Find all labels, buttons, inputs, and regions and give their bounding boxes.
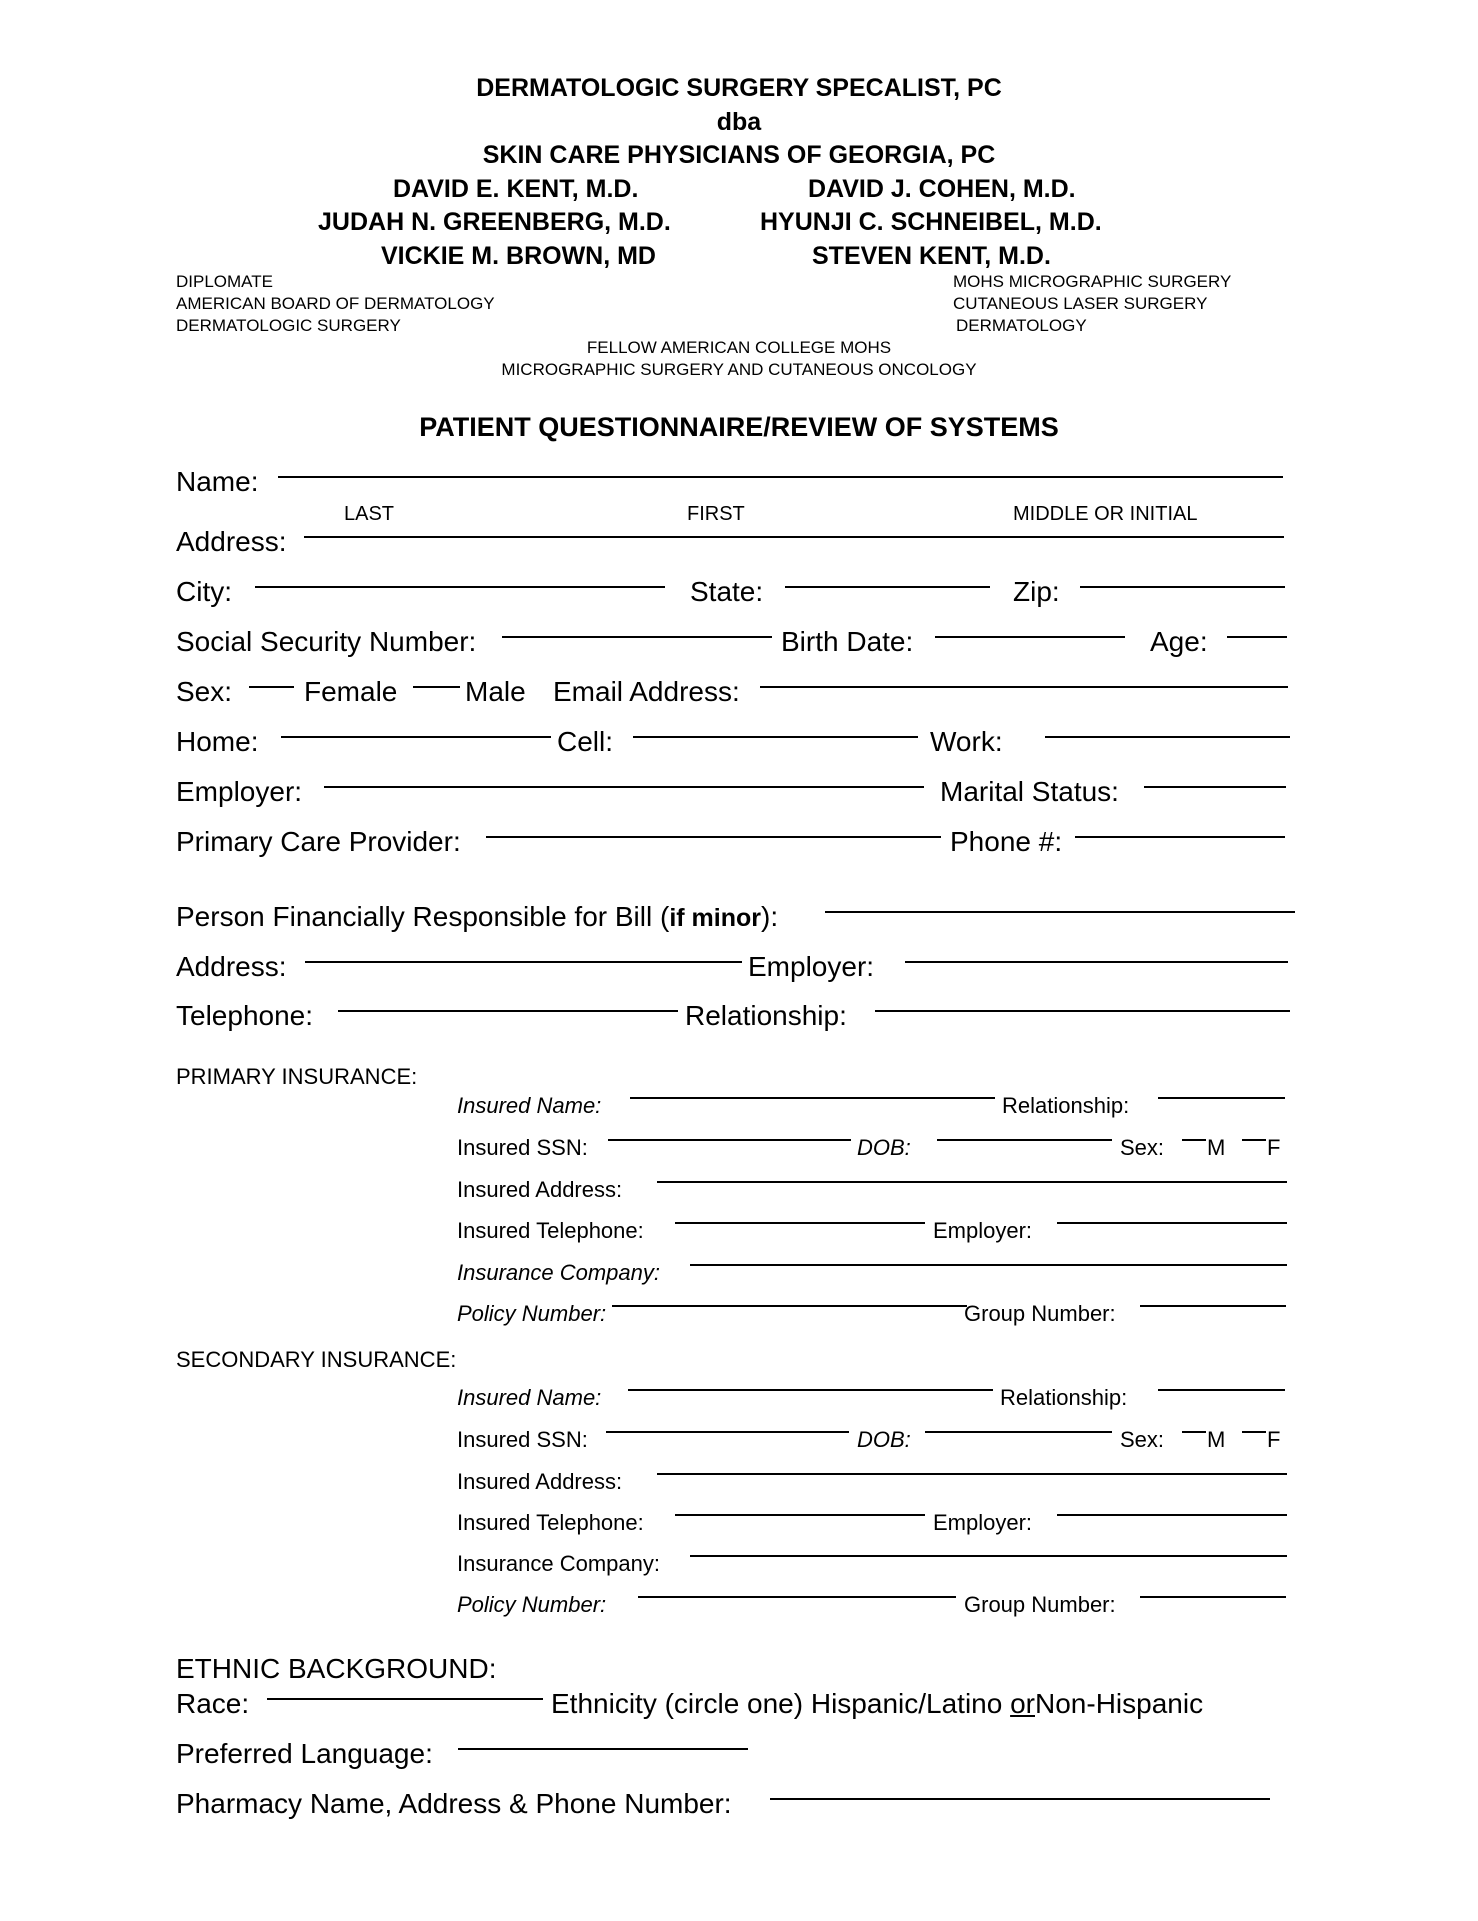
responsible-relationship-label: Relationship:	[685, 1000, 847, 1031]
primary-dob-field[interactable]	[937, 1139, 1112, 1141]
primary-address-label: Insured Address:	[457, 1177, 623, 1202]
zip-field[interactable]	[1080, 586, 1285, 588]
pharmacy-field[interactable]	[770, 1798, 1270, 1800]
work-phone-field[interactable]	[1045, 736, 1290, 738]
male-label: Male	[465, 676, 526, 707]
secondary-ssn-label: Insured SSN:	[457, 1427, 588, 1452]
primary-sex-f-label: F	[1267, 1135, 1281, 1160]
secondary-ssn-field[interactable]	[606, 1431, 849, 1433]
birth-date-label: Birth Date:	[781, 626, 914, 657]
secondary-relationship-label: Relationship:	[1000, 1385, 1128, 1410]
race-label: Race:	[176, 1688, 250, 1719]
ethnicity-non-hispanic-option[interactable]: Non-Hispanic	[1035, 1688, 1204, 1719]
responsible-address-field[interactable]	[305, 961, 742, 963]
secondary-company-field[interactable]	[690, 1555, 1287, 1557]
doctor-name: JUDAH N. GREENBERG, M.D.	[318, 208, 671, 236]
secondary-dob-label: DOB:	[857, 1427, 911, 1452]
ethnicity-or: or	[1010, 1688, 1035, 1719]
secondary-employer-field[interactable]	[1057, 1514, 1287, 1516]
cell-phone-field[interactable]	[633, 736, 918, 738]
marital-status-field[interactable]	[1144, 786, 1286, 788]
ethnicity-prompt	[551, 1688, 1203, 1720]
secondary-insured-name-field[interactable]	[628, 1389, 993, 1391]
primary-group-label: Group Number:	[964, 1301, 1116, 1326]
employer-label: Employer:	[176, 776, 303, 807]
primary-dob-label: DOB:	[857, 1135, 911, 1160]
fellow-line: MICROGRAPHIC SURGERY AND CUTANEOUS ONCOLOGY	[501, 360, 977, 379]
primary-relationship-label: Relationship:	[1002, 1093, 1130, 1118]
zip-label: Zip:	[1013, 576, 1060, 607]
home-phone-label: Home:	[176, 726, 259, 757]
sex-female-blank[interactable]	[249, 686, 294, 688]
secondary-relationship-field[interactable]	[1158, 1389, 1285, 1391]
address-field[interactable]	[304, 536, 1284, 538]
name-label: Name:	[176, 466, 259, 497]
race-field[interactable]	[267, 1698, 543, 1700]
secondary-employer-label: Employer:	[933, 1510, 1033, 1535]
ethnic-background-heading: ETHNIC BACKGROUND:	[176, 1653, 497, 1684]
work-phone-label: Work:	[930, 726, 1003, 757]
pcp-phone-field[interactable]	[1075, 836, 1285, 838]
email-label: Email Address:	[553, 676, 740, 707]
primary-company-field[interactable]	[690, 1264, 1287, 1266]
cell-phone-label: Cell:	[557, 726, 614, 757]
doctor-name: HYUNJI C. SCHNEIBEL, M.D.	[760, 208, 1102, 236]
primary-telephone-field[interactable]	[675, 1222, 925, 1224]
responsible-employer-field[interactable]	[905, 961, 1288, 963]
employer-field[interactable]	[324, 786, 924, 788]
marital-status-label: Marital Status:	[940, 776, 1119, 807]
name-sublabel-first: FIRST	[687, 503, 745, 525]
responsible-label-text: Person Financially Responsible for Bill (	[176, 901, 670, 932]
primary-sex-m-label: M	[1207, 1135, 1226, 1160]
responsible-address-label: Address:	[176, 951, 287, 982]
primary-telephone-label: Insured Telephone:	[457, 1218, 644, 1243]
fellow-line: FELLOW AMERICAN COLLEGE MOHS	[586, 338, 892, 357]
secondary-policy-field[interactable]	[638, 1596, 956, 1598]
doctor-name: DAVID J. COHEN, M.D.	[808, 175, 1076, 203]
practice-dba-name: SKIN CARE PHYSICIANS OF GEORGIA, PC	[482, 141, 996, 169]
responsible-person-field[interactable]	[825, 911, 1295, 913]
ssn-field[interactable]	[502, 636, 772, 638]
primary-policy-label: Policy Number:	[457, 1301, 607, 1326]
primary-company-label: Insurance Company:	[457, 1260, 660, 1285]
pharmacy-label: Pharmacy Name, Address & Phone Number:	[176, 1788, 732, 1819]
secondary-group-label: Group Number:	[964, 1592, 1116, 1617]
secondary-sex-f-label: F	[1267, 1427, 1281, 1452]
name-sublabel-last: LAST	[344, 503, 395, 525]
pcp-phone-label: Phone #:	[950, 826, 1063, 857]
sex-label: Sex:	[176, 676, 233, 707]
responsible-relationship-field[interactable]	[875, 1010, 1290, 1012]
responsible-label-end: ):	[761, 901, 779, 932]
responsible-telephone-label: Telephone:	[176, 1000, 314, 1031]
state-field[interactable]	[785, 586, 990, 588]
credential-left: DIPLOMATE	[176, 272, 273, 291]
primary-address-field[interactable]	[657, 1181, 1287, 1183]
name-field[interactable]	[278, 476, 1283, 478]
secondary-company-label: Insurance Company:	[457, 1551, 660, 1576]
preferred-language-field[interactable]	[458, 1748, 748, 1750]
doctor-name: DAVID E. KENT, M.D.	[393, 175, 639, 203]
secondary-sex-m-blank[interactable]	[1182, 1431, 1206, 1433]
secondary-insurance-heading: SECONDARY INSURANCE:	[176, 1347, 457, 1372]
email-field[interactable]	[760, 686, 1288, 688]
primary-employer-label: Employer:	[933, 1218, 1033, 1243]
responsible-person-label	[176, 901, 778, 933]
responsible-employer-label: Employer:	[748, 951, 875, 982]
secondary-telephone-label: Insured Telephone:	[457, 1510, 644, 1535]
ethnicity-hispanic-option[interactable]: Ethnicity (circle one) Hispanic/Latino	[551, 1688, 1003, 1719]
home-phone-field[interactable]	[281, 736, 551, 738]
dba-label: dba	[716, 108, 762, 136]
primary-ssn-field[interactable]	[608, 1139, 851, 1141]
responsible-telephone-field[interactable]	[338, 1010, 678, 1012]
address-label: Address:	[176, 526, 287, 557]
secondary-sex-f-blank[interactable]	[1242, 1431, 1266, 1433]
female-label: Female	[304, 676, 398, 707]
credential-right: CUTANEOUS LASER SURGERY	[953, 294, 1208, 313]
primary-insured-name-field[interactable]	[630, 1097, 995, 1099]
preferred-language-label: Preferred Language:	[176, 1738, 433, 1769]
age-field[interactable]	[1227, 636, 1287, 638]
primary-policy-field[interactable]	[612, 1305, 967, 1307]
primary-ssn-label: Insured SSN:	[457, 1135, 588, 1160]
form-title: PATIENT QUESTIONNAIRE/REVIEW OF SYSTEMS	[419, 412, 1059, 442]
birth-date-field[interactable]	[935, 636, 1125, 638]
primary-sex-f-blank[interactable]	[1242, 1139, 1266, 1141]
secondary-address-field[interactable]	[657, 1473, 1287, 1475]
secondary-group-field[interactable]	[1140, 1596, 1286, 1598]
doctor-name: STEVEN KENT, M.D.	[812, 242, 1051, 270]
ssn-label: Social Security Number:	[176, 626, 477, 657]
secondary-policy-label: Policy Number:	[457, 1592, 607, 1617]
secondary-telephone-field[interactable]	[675, 1514, 925, 1516]
pcp-label: Primary Care Provider:	[176, 826, 461, 857]
secondary-sex-label: Sex:	[1120, 1427, 1165, 1452]
primary-sex-m-blank[interactable]	[1182, 1139, 1206, 1141]
primary-relationship-field[interactable]	[1158, 1097, 1285, 1099]
credential-right: MOHS MICROGRAPHIC SURGERY	[953, 272, 1232, 291]
doctor-name: VICKIE M. BROWN, MD	[381, 242, 656, 270]
if-minor-text: if minor	[669, 904, 761, 932]
primary-insurance-heading: PRIMARY INSURANCE:	[176, 1064, 418, 1089]
primary-employer-field[interactable]	[1057, 1222, 1287, 1224]
credential-left: AMERICAN BOARD OF DERMATOLOGY	[176, 294, 495, 313]
primary-group-field[interactable]	[1140, 1305, 1286, 1307]
secondary-sex-m-label: M	[1207, 1427, 1226, 1452]
city-label: City:	[176, 576, 232, 607]
credential-right: DERMATOLOGY	[956, 316, 1087, 335]
age-label: Age:	[1150, 626, 1208, 657]
credential-left: DERMATOLOGIC SURGERY	[176, 316, 401, 335]
practice-name: DERMATOLOGIC SURGERY SPECALIST, PC	[476, 74, 1002, 102]
city-field[interactable]	[255, 586, 665, 588]
secondary-address-label: Insured Address:	[457, 1469, 623, 1494]
primary-insured-name-label: Insured Name:	[457, 1093, 602, 1118]
secondary-dob-field[interactable]	[925, 1431, 1112, 1433]
primary-sex-label: Sex:	[1120, 1135, 1165, 1160]
name-sublabel-middle: MIDDLE OR INITIAL	[1013, 503, 1198, 525]
sex-male-blank[interactable]	[413, 686, 460, 688]
pcp-field[interactable]	[486, 836, 941, 838]
secondary-insured-name-label: Insured Name:	[457, 1385, 602, 1410]
state-label: State:	[690, 576, 764, 607]
